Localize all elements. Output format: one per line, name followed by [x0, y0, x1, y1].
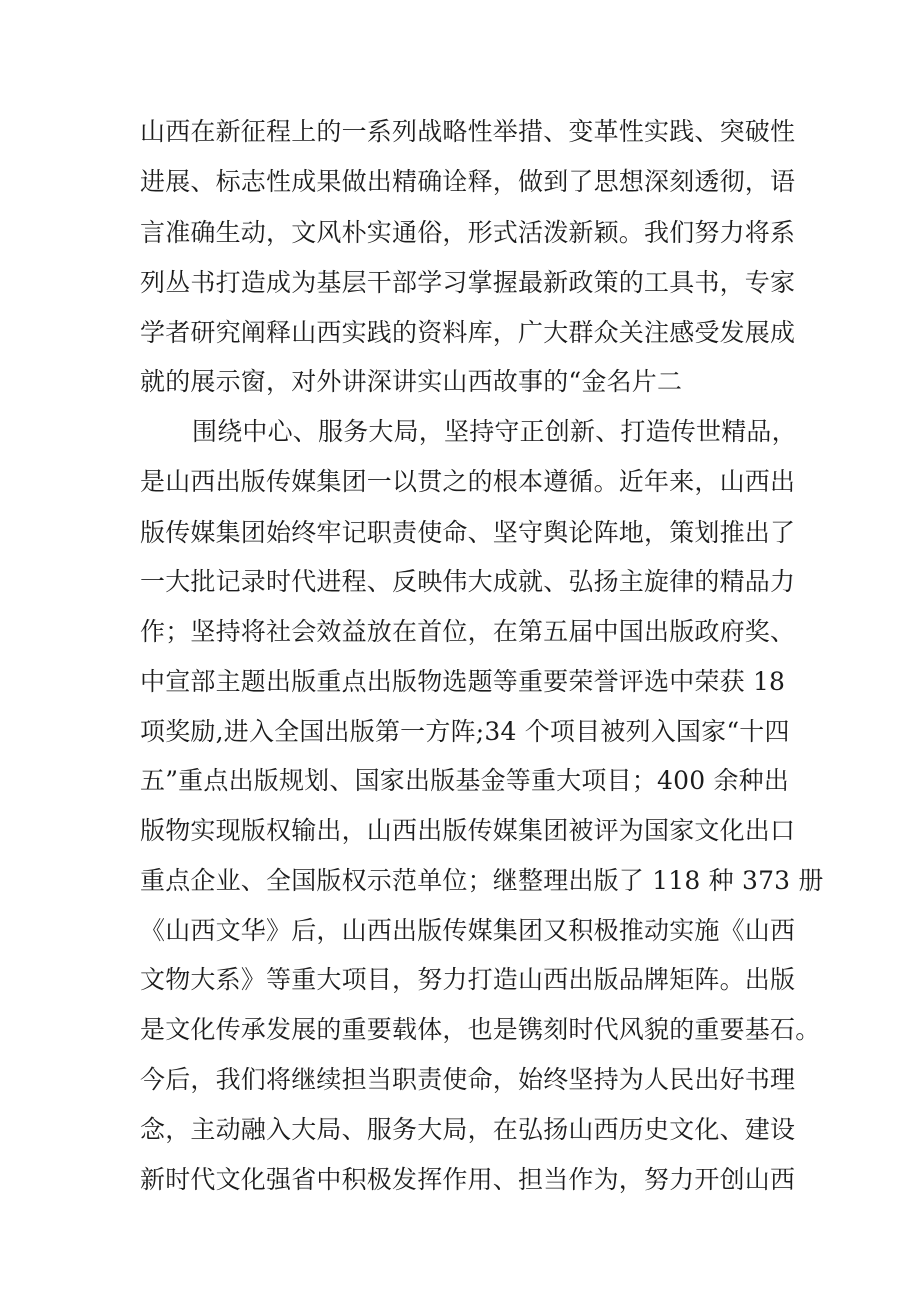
- paragraph-first-line: 围绕中心、服务大局，坚持守正创新、打造传世精品，: [192, 417, 797, 446]
- text-line: 就的展示窗，对外讲深讲实山西故事的“金名片二: [140, 367, 683, 396]
- text-line: 版传媒集团始终牢记职责使命、坚守舆论阵地，策划推出了: [140, 518, 796, 547]
- text-line: 今后，我们将继续担当职责使命，始终坚持为人民出好书理: [140, 1065, 796, 1094]
- text-line: 学者研究阐释山西实践的资料库，广大群众关注感受发展成: [140, 318, 796, 347]
- text-line: 中宣部主题出版重点出版物选题等重要荣誉评选中荣获 18: [140, 667, 786, 696]
- text-line: 言准确生动，文风朴实通俗，形式活泼新颖。我们努力将系: [140, 218, 796, 247]
- text-line: 《山西文华》后，山西出版传媒集团又积极推动实施《山西: [140, 916, 796, 945]
- text-line: 五”重点出版规划、国家出版基金等重大项目；400 余种出: [140, 766, 790, 795]
- text-line: 文物大系》等重大项目，努力打造山西出版品牌矩阵。出版: [140, 965, 796, 994]
- text-line: 一大批记录时代进程、反映伟大成就、弘扬主旋律的精品力: [140, 567, 796, 596]
- text-line: 是山西出版传媒集团一以贯之的根本遵循。近年来，山西出: [140, 467, 796, 496]
- text-line: 项奖励,进入全国出版第一方阵;34 个项目被列入国家“十四: [140, 717, 790, 746]
- text-line: 列丛书打造成为基层干部学习掌握最新政策的工具书，专家: [140, 268, 796, 297]
- text-line: 重点企业、全国版权示范单位；继整理出版了 118 种 373 册: [140, 866, 824, 895]
- text-line: 进展、标志性成果做出精确诠释，做到了思想深刻透彻，语: [140, 167, 796, 196]
- text-line: 新时代文化强省中积极发挥作用、担当作为，努力开创山西: [140, 1165, 796, 1194]
- text-line: 是文化传承发展的重要载体，也是镌刻时代风貌的重要基石。: [140, 1015, 821, 1044]
- text-line: 版物实现版权输出，山西出版传媒集团被评为国家文化出口: [140, 816, 796, 845]
- text-line: 山西在新征程上的一系列战略性举措、变革性实践、突破性: [140, 117, 796, 146]
- text-line: 念，主动融入大局、服务大局，在弘扬山西历史文化、建设: [140, 1115, 796, 1144]
- text-line: 作；坚持将社会效益放在首位，在第五届中国出版政府奖、: [140, 617, 796, 646]
